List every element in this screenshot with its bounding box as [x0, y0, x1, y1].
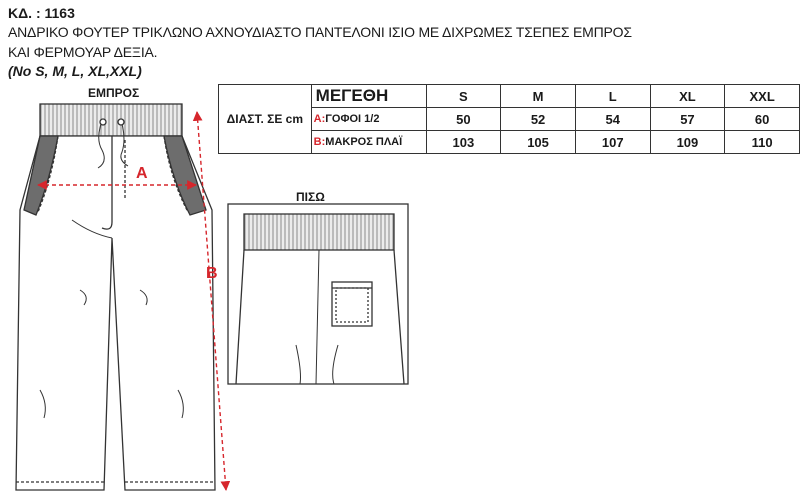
row-label-hips — [311, 108, 426, 131]
hips-value-m: 52 — [501, 108, 576, 131]
row-letter-b: B: — [313, 136, 326, 148]
length-value-m: 105 — [501, 131, 576, 154]
available-sizes-note: (No S, M, L, XL,XXL) — [8, 63, 142, 79]
length-value-s: 103 — [426, 131, 501, 154]
hips-value-l: 54 — [575, 108, 650, 131]
measure-b-label: B — [206, 265, 218, 282]
back-view-label: ΠΙΣΩ — [296, 190, 325, 204]
front-waistband — [40, 104, 182, 136]
dimensions-unit-label: ΔΙΑΣΤ. ΣΕ cm — [219, 85, 312, 154]
description-line-2: ΚΑΙ ΦΕΡΜΟΥΑΡ ΔΕΞΙΑ. — [8, 44, 158, 60]
row-letter-a: A: — [313, 113, 326, 125]
hips-value-xxl: 60 — [725, 108, 800, 131]
length-value-xxl: 110 — [725, 131, 800, 154]
row-text-side-length: ΜΑΚΡΟΣ ΠΛΑΪ — [325, 136, 403, 148]
size-header-l: L — [575, 85, 650, 108]
row-label-side-length — [311, 131, 426, 154]
size-header-m: M — [501, 85, 576, 108]
size-chart-table — [218, 84, 800, 154]
size-header-s: S — [426, 85, 501, 108]
length-value-xl: 109 — [650, 131, 725, 154]
size-header-xxl: XXL — [725, 85, 800, 108]
length-value-l: 107 — [575, 131, 650, 154]
front-pants-drawing — [16, 104, 215, 490]
sizes-title: ΜΕΓΕΘΗ — [311, 85, 426, 108]
size-header-xl: XL — [650, 85, 725, 108]
row-text-hips: ΓΟΦΟΙ 1/2 — [325, 113, 380, 125]
measure-a-label: A — [136, 165, 148, 182]
size-header-row — [219, 85, 800, 108]
hips-value-s: 50 — [426, 108, 501, 131]
description-line-1: ΑΝΔΡΙΚΟ ΦΟΥΤΕΡ ΤΡΙΚΛΩΝΟ ΑΧΝΟΥΔΙΑΣΤΟ ΠΑΝΤΕΛΟΝΙ ΙΣΙΟ ΜΕ ΔΙΧΡΩΜΕΣ ΤΣΕΠΕΣ ΕΜΠΡΟΣ — [8, 24, 632, 40]
product-code: ΚΔ. : 1163 — [8, 5, 75, 21]
back-waistband — [244, 214, 394, 250]
hips-value-xl: 57 — [650, 108, 725, 131]
front-view-label: ΕΜΠΡΟΣ — [88, 86, 140, 100]
